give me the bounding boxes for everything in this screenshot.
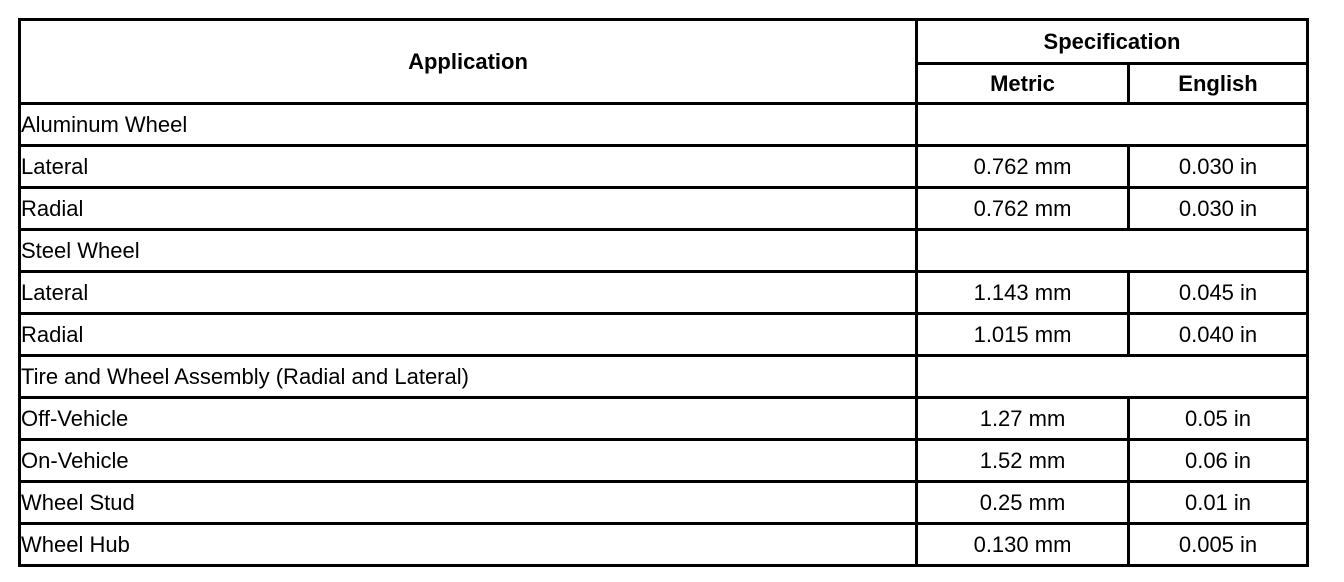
metric-value: 1.27 mm bbox=[917, 398, 1129, 440]
english-value: 0.030 in bbox=[1129, 188, 1308, 230]
section-label: Tire and Wheel Assembly (Radial and Lateral) bbox=[20, 356, 917, 398]
metric-value: 1.143 mm bbox=[917, 272, 1129, 314]
specification-header: Specification bbox=[917, 20, 1308, 64]
metric-value: 0.762 mm bbox=[917, 146, 1129, 188]
table-row bbox=[20, 482, 1308, 524]
metric-header: Metric bbox=[917, 64, 1129, 104]
item-label: Wheel Hub bbox=[20, 524, 917, 566]
section-row bbox=[20, 230, 1308, 272]
item-label: Lateral bbox=[20, 146, 917, 188]
english-value: 0.045 in bbox=[1129, 272, 1308, 314]
empty-spec-cell bbox=[917, 230, 1308, 272]
english-value: 0.005 in bbox=[1129, 524, 1308, 566]
item-label: Lateral bbox=[20, 272, 917, 314]
table-row bbox=[20, 314, 1308, 356]
metric-value: 1.52 mm bbox=[917, 440, 1129, 482]
table-row bbox=[20, 398, 1308, 440]
table-row bbox=[20, 146, 1308, 188]
section-label: Steel Wheel bbox=[20, 230, 917, 272]
metric-value: 1.015 mm bbox=[917, 314, 1129, 356]
empty-spec-cell bbox=[917, 356, 1308, 398]
item-label: Radial bbox=[20, 188, 917, 230]
metric-value: 0.762 mm bbox=[917, 188, 1129, 230]
section-label: Aluminum Wheel bbox=[20, 104, 917, 146]
english-value: 0.040 in bbox=[1129, 314, 1308, 356]
table-row bbox=[20, 440, 1308, 482]
empty-spec-cell bbox=[917, 104, 1308, 146]
section-row bbox=[20, 104, 1308, 146]
metric-value: 0.130 mm bbox=[917, 524, 1129, 566]
english-value: 0.01 in bbox=[1129, 482, 1308, 524]
english-value: 0.030 in bbox=[1129, 146, 1308, 188]
english-value: 0.05 in bbox=[1129, 398, 1308, 440]
metric-value: 0.25 mm bbox=[917, 482, 1129, 524]
runout-specification-table bbox=[18, 18, 1309, 567]
application-header: Application bbox=[20, 20, 917, 104]
english-header: English bbox=[1129, 64, 1308, 104]
item-label: Off-Vehicle bbox=[20, 398, 917, 440]
item-label: On-Vehicle bbox=[20, 440, 917, 482]
table-row bbox=[20, 272, 1308, 314]
item-label: Wheel Stud bbox=[20, 482, 917, 524]
english-value: 0.06 in bbox=[1129, 440, 1308, 482]
section-row bbox=[20, 356, 1308, 398]
item-label: Radial bbox=[20, 314, 917, 356]
table-row bbox=[20, 188, 1308, 230]
table-row bbox=[20, 524, 1308, 566]
